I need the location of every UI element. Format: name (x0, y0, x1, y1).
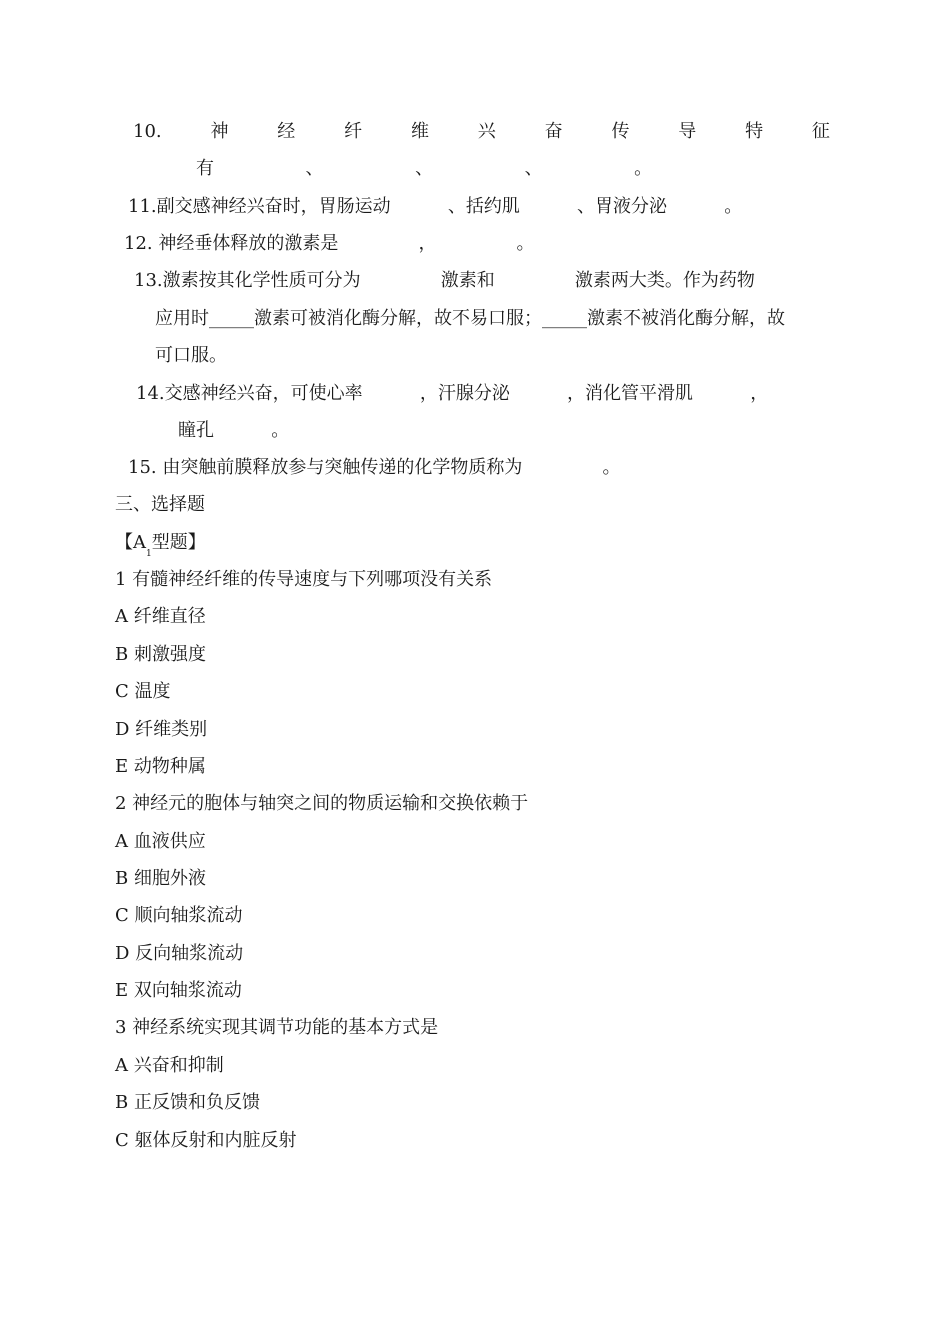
option-c: C 顺向轴浆流动 (115, 905, 243, 926)
option-e: E 动物种属 (115, 756, 206, 777)
question-12: 12. 神经垂体释放的激素是 ， 。 (124, 233, 535, 254)
q10-char: 传 (611, 121, 630, 142)
option-c: C 躯体反射和内脏反射 (115, 1130, 297, 1151)
question-13-line3: 可口服。 (155, 345, 227, 366)
option-a: A 兴奋和抑制 (115, 1055, 224, 1076)
q10-char: 奋 (544, 121, 563, 142)
option-d: D 反向轴浆流动 (115, 943, 244, 964)
question-14-line1: 14.交感神经兴奋，可使心率 ，汗腺分泌 ，消化管平滑肌 ， (136, 383, 769, 404)
q10-char: 10. (133, 121, 162, 142)
q10-char: 经 (277, 121, 296, 142)
q10-char: 神 (210, 121, 229, 142)
option-a: A 血液供应 (115, 831, 206, 852)
option-d: D 纤维类别 (115, 719, 208, 740)
subsection-close: 型题】 (151, 532, 206, 553)
option-b: B 细胞外液 (115, 868, 206, 889)
q10-char: 兴 (477, 121, 496, 142)
question-15: 15. 由突触前膜释放参与突触传递的化学物质称为 。 (128, 457, 621, 478)
section-title: 三、选择题 (115, 494, 205, 515)
option-b: B 正反馈和负反馈 (115, 1092, 260, 1113)
q10-char: 纤 (344, 121, 363, 142)
q10-char: 征 (811, 121, 830, 142)
q10-char: 维 (410, 121, 429, 142)
q10-char: 特 (745, 121, 764, 142)
question-11: 11.副交感神经兴奋时，胃肠运动 、括约肌 、胃液分泌 。 (128, 196, 743, 217)
question-stem: 1 有髓神经纤维的传导速度与下列哪项没有关系 (115, 569, 493, 590)
option-a: A 纤维直径 (115, 606, 206, 627)
subsection-open: 【A (115, 532, 146, 553)
question-13-line1: 13.激素按其化学性质可分为 激素和 激素两大类。作为药物 (134, 270, 755, 291)
subsection-title (115, 531, 206, 559)
q10-char: 导 (678, 121, 697, 142)
question-stem: 3 神经系统实现其调节功能的基本方式是 (115, 1017, 439, 1038)
question-stem: 2 神经元的胞体与轴突之间的物质运输和交换依赖于 (115, 793, 529, 814)
question-10-line1 (133, 120, 830, 144)
question-14-line2: 瞳孔 。 (178, 420, 290, 441)
option-c: C 温度 (115, 681, 171, 702)
option-b: B 刺激强度 (115, 644, 206, 665)
question-13-line2: 应用时_____激素可被消化酶分解，故不易口服；_____激素不被消化酶分解，故 (155, 308, 785, 329)
question-10-line2: 有 、 、 、 。 (196, 158, 653, 179)
option-e: E 双向轴浆流动 (115, 980, 242, 1001)
subsection-subscript: 1 (146, 549, 152, 559)
